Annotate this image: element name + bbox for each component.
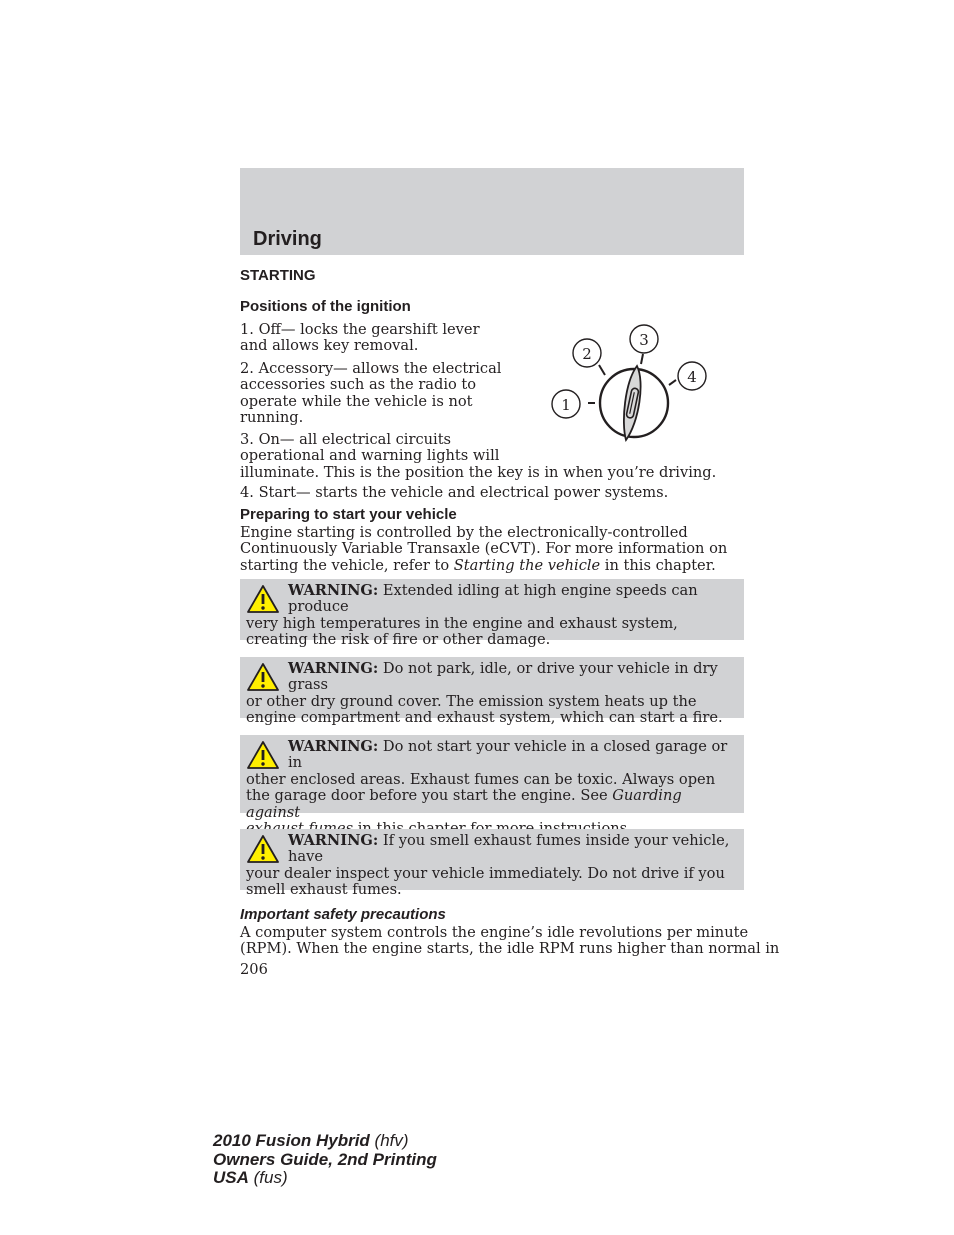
- ignition-diagram: [545, 322, 715, 447]
- warning-triangle-icon: [246, 661, 280, 693]
- warning-triangle-icon: [246, 739, 280, 771]
- document-footer: 2010 Fusion Hybrid (hfv) Owners Guide, 2nd Printing USA (fus): [213, 1131, 437, 1187]
- warning-box-idling: WARNING: Extended idling at high engine speeds can produce very high temperatures in the engine and exhaust system, creating the risk of fire or other damage.: [240, 579, 744, 640]
- position-on: 3. On— all electrical circuits operational and warning lights will illuminate. This is the position the key is in when you’re driving.: [240, 431, 717, 481]
- preparing-paragraph: Engine starting is controlled by the electronically-controlled Continuously Variable Transaxle (eCVT). For more information on starting the vehicle, refer to Starting the vehicle in this chapter.: [240, 524, 728, 574]
- heading-safety-precautions: Important safety precautions: [240, 906, 446, 923]
- warning-triangle-icon: [246, 833, 280, 865]
- reference-guarding-against: Guarding against: [246, 787, 682, 821]
- warning-box-exhaust-smell: WARNING: If you smell exhaust fumes inside your vehicle, have your dealer inspect your vehicle immediately. Do not drive if you smell exhaust fumes.: [240, 829, 744, 890]
- safety-paragraph: A computer system controls the engine’s idle revolutions per minute (RPM). When the engine starts, the idle RPM runs higher than normal in: [240, 924, 780, 958]
- heading-ignition-positions: Positions of the ignition: [240, 298, 411, 315]
- reference-starting-the-vehicle: Starting the vehicle: [453, 556, 601, 574]
- diagram-label-4: 4: [687, 368, 697, 386]
- warning-triangle-icon: [246, 583, 280, 615]
- diagram-label-3: 3: [639, 331, 649, 349]
- diagram-label-2: 2: [582, 345, 592, 363]
- heading-preparing: Preparing to start your vehicle: [240, 506, 457, 523]
- heading-starting: STARTING: [240, 267, 316, 284]
- position-start: 4. Start— starts the vehicle and electrical power systems.: [240, 484, 669, 501]
- position-accessory: 2. Accessory— allows the electrical accessories such as the radio to operate while the vehicle is not running.: [240, 360, 502, 427]
- section-title: Driving: [253, 228, 322, 250]
- warning-box-closed-garage: WARNING: Do not start your vehicle in a closed garage or in other enclosed areas. Exhaust fumes can be toxic. Always open the garage door before you start the engine. See Guarding against: [240, 735, 744, 813]
- page-number: 206: [240, 961, 268, 978]
- position-off: 1. Off— locks the gearshift lever and allows key removal.: [240, 321, 480, 355]
- diagram-label-1: 1: [561, 396, 571, 414]
- warning-box-dry-grass: WARNING: Do not park, idle, or drive your vehicle in dry grass or other dry ground cover. The emission system heats up the engine compartment and exhaust system, which can start a fire.: [240, 657, 744, 718]
